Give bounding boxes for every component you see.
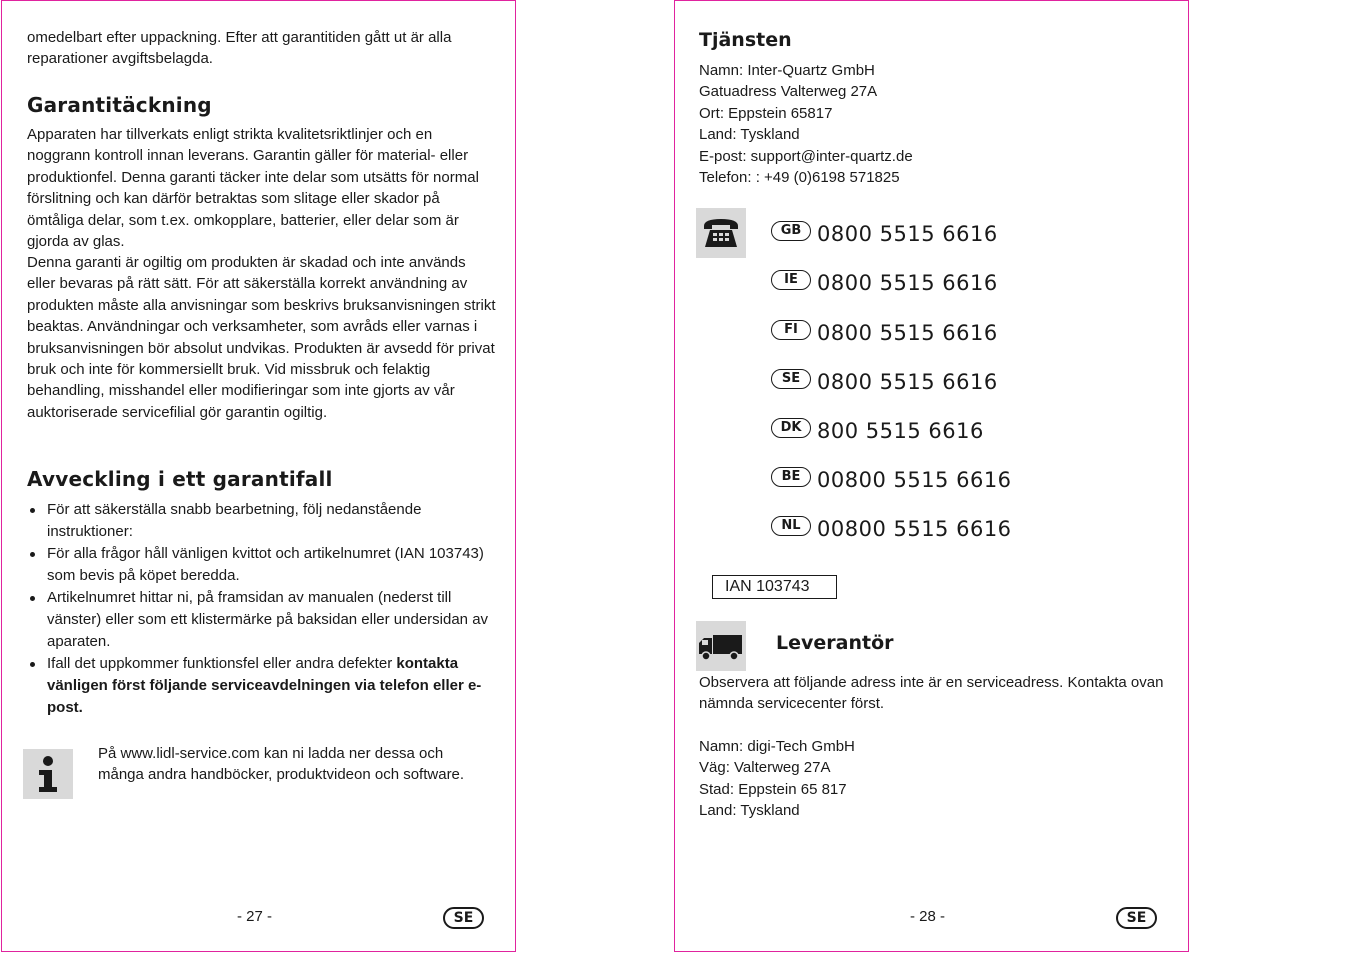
service-line: Land: Tyskland [699, 126, 800, 144]
supplier-line: Land: Tyskland [699, 802, 800, 820]
hotline-number: 0800 5515 6616 [817, 370, 998, 394]
bullet-text: Ifall det uppkommer funktionsfel eller andra defekter [47, 655, 397, 672]
hotline-row [771, 465, 1031, 495]
warranty-steps-list [27, 499, 493, 719]
hotline-number: 0800 5515 6616 [817, 271, 998, 295]
supplier-line: Stad: Eppstein 65 817 [699, 780, 847, 798]
country-badge: DK [771, 418, 811, 438]
hotline-number: 0800 5515 6616 [817, 222, 998, 246]
country-badge: SE [771, 369, 811, 389]
warranty-paragraph-2: Denna garanti är ogiltig om produkten är skadad och inte används eller bevaras på rätt sätt. För att säkerställa korrekt användning av produkten måste alla anvisningar som beskrivs bruksanvisningen strikt beaktas. Användningar och verksamheter, som avråds eller varnas i bruksanvisningen bör absolut undvikas. Produkten är avsedd för privat bruk och inte för kommersiellt bruk. Vid missbruk och felaktig behandling, misshandel eller modifieringar som inte gjorts av vår auktoriserade servicefilial gör garantin ogiltig. [27, 254, 496, 421]
hotline-row [771, 514, 1031, 544]
page-number: - 28 - [910, 908, 946, 925]
service-line: Namn: Inter-Quartz GmbH [699, 62, 875, 79]
ian-box: IAN 103743 [712, 575, 837, 599]
service-line: Ort: Eppstein 65817 [699, 104, 833, 122]
supplier-address [699, 736, 1169, 822]
service-email: E-post: support@inter-quartz.de [699, 147, 913, 165]
bullet-bold-text: kontakta vänligen först följande serviceavdelningen via telefon eller e-post. [47, 655, 482, 716]
service-address [699, 60, 1169, 188]
telephone-icon [696, 208, 746, 258]
list-item: För alla frågor håll vänligen kvittot och artikelnumret (IAN 103743) som bevis på köpet beredda. [27, 543, 493, 587]
intro-text: omedelbart efter uppackning. Efter att garantitiden gått ut är alla reparationer avgiftsbelagda. [27, 29, 452, 68]
country-badge: BE [771, 467, 811, 487]
language-badge: SE [443, 907, 484, 929]
hotline-number: 0800 5515 6616 [817, 321, 998, 345]
list-item: För att säkerställa snabb bearbetning, följ nedanstående instruktioner: [27, 499, 493, 543]
hotline-row [771, 416, 1031, 446]
supplier-line: Namn: digi-Tech GmbH [699, 738, 855, 755]
heading-leverantor: Leverantör [776, 632, 894, 654]
country-badge: NL [771, 516, 811, 536]
country-badge: FI [771, 320, 811, 340]
heading-garantitackning: Garantitäckning [27, 93, 212, 117]
hotline-row [771, 268, 1031, 298]
page-number: - 27 - [237, 908, 273, 925]
service-line: Gatuadress Valterweg 27A [699, 83, 878, 101]
hotline-number: 00800 5515 6616 [817, 468, 1012, 492]
list-item: Artikelnumret hittar ni, på framsidan av manualen (nederst till vänster) eller som ett klistermärke på baksidan eller undersidan av aparaten. [27, 587, 493, 653]
language-badge: SE [1116, 907, 1157, 929]
page-28 [674, 0, 1189, 952]
hotline-row [771, 367, 1031, 397]
supplier-line: Väg: Valterweg 27A [699, 759, 831, 777]
service-phone: Telefon: : +49 (0)6198 571825 [699, 169, 900, 187]
hotline-row [771, 318, 1031, 348]
info-text: På www.lidl-service.com kan ni ladda ner dessa och många andra handböcker, produktvideon och software. [98, 745, 465, 784]
country-badge: IE [771, 270, 811, 290]
heading-avveckling: Avveckling i ett garantifall [27, 467, 333, 491]
country-badge: GB [771, 221, 811, 241]
info-icon [23, 749, 73, 799]
list-item [27, 653, 493, 719]
hotline-number: 800 5515 6616 [817, 419, 984, 443]
supplier-note: Observera att följande adress inte är en serviceadress. Kontakta ovan nämnda servicecenter först. [699, 674, 1164, 713]
heading-tjansten: Tjänsten [699, 29, 792, 51]
truck-icon [696, 621, 746, 671]
page-27 [1, 0, 516, 952]
warranty-paragraph-1: Apparaten har tillverkats enligt strikta kvalitetsriktlinjer och en noggrann kontroll innan leverans. Garantin gäller för material- eller produktionfel. Denna garanti täcker inte delar som utsätts för normal förslitning och kan därför betraktas som slitage eller skador på ömtåliga delar, som t.ex. omkopplare, batterier, eller delar som är gjorda av glas. [27, 126, 479, 251]
hotline-number: 00800 5515 6616 [817, 517, 1012, 541]
hotline-row [771, 219, 1031, 249]
